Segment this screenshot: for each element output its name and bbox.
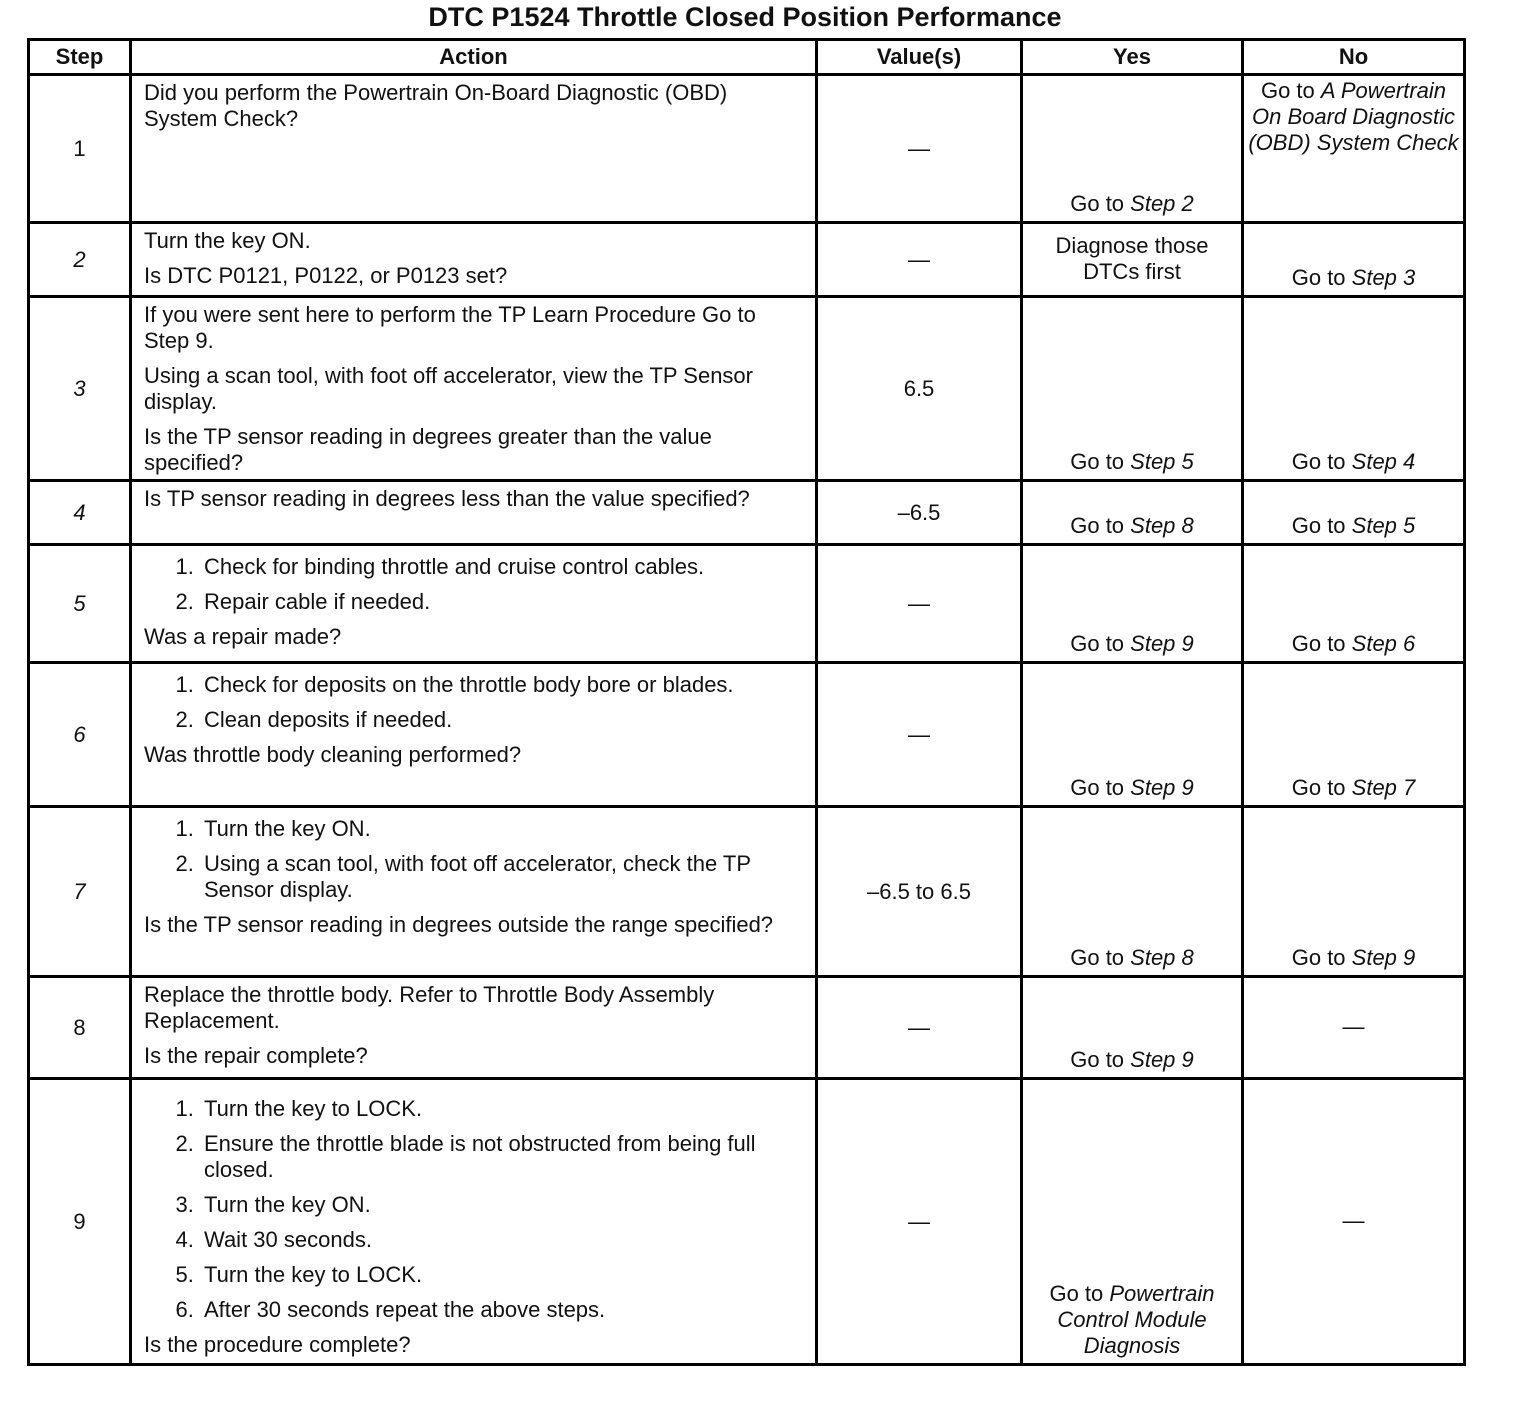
action-cell bbox=[131, 481, 817, 545]
yes-cell bbox=[1022, 481, 1243, 545]
no-link[interactable]: Step 7 bbox=[1351, 775, 1416, 800]
yes-link[interactable]: Step 5 bbox=[1130, 449, 1194, 474]
action-question: Was throttle body cleaning performed? bbox=[144, 742, 522, 767]
yes-cell bbox=[1022, 545, 1243, 663]
value-cell: — bbox=[817, 977, 1022, 1079]
action-cell bbox=[131, 75, 817, 223]
yes-link[interactable]: Step 9 bbox=[1130, 1047, 1194, 1072]
yes-cell bbox=[1022, 1079, 1243, 1365]
yes-cell bbox=[1022, 807, 1243, 977]
action-step: 1. Turn the key ON. bbox=[200, 816, 805, 842]
action-step: 1. Check for binding throttle and cruise control cables. bbox=[200, 554, 805, 580]
yes-prefix: Go to bbox=[1070, 631, 1131, 656]
step-number: 8 bbox=[29, 977, 131, 1079]
action-cell bbox=[131, 663, 817, 807]
action-cell bbox=[131, 297, 817, 481]
yes-prefix: Go to bbox=[1070, 191, 1131, 216]
no-cell: — bbox=[1243, 1079, 1465, 1365]
table-row bbox=[29, 75, 1465, 223]
table-row bbox=[29, 663, 1465, 807]
action-cell bbox=[131, 545, 817, 663]
no-prefix: Go to bbox=[1291, 513, 1352, 538]
value-cell: — bbox=[817, 545, 1022, 663]
yes-prefix: Go to bbox=[1070, 449, 1131, 474]
action-text: Did you perform the Powertrain On-Board Diagnostic (OBD) System Check? bbox=[144, 80, 728, 131]
no-cell bbox=[1243, 663, 1465, 807]
value-cell: — bbox=[817, 223, 1022, 297]
step-number: 1 bbox=[29, 75, 131, 223]
no-cell bbox=[1243, 75, 1465, 223]
yes-link[interactable]: Step 9 bbox=[1130, 631, 1194, 656]
no-link[interactable]: Step 4 bbox=[1351, 449, 1416, 474]
action-cell bbox=[131, 223, 817, 297]
action-step: 3. Turn the key ON. bbox=[200, 1192, 805, 1218]
step-number: 2 bbox=[29, 223, 131, 297]
action-cell bbox=[131, 1079, 817, 1365]
value-cell: — bbox=[817, 75, 1022, 223]
action-step: 5. Turn the key to LOCK. bbox=[200, 1262, 805, 1288]
action-text: Replace the throttle body. Refer to Throttle Body Assembly Replacement. bbox=[144, 982, 715, 1033]
action-cell bbox=[131, 977, 817, 1079]
no-cell: — bbox=[1243, 977, 1465, 1079]
header-action: Action bbox=[131, 40, 817, 75]
action-steps bbox=[144, 1096, 805, 1323]
no-cell bbox=[1243, 807, 1465, 977]
no-prefix: Go to bbox=[1291, 449, 1352, 474]
yes-link[interactable]: Step 8 bbox=[1130, 945, 1194, 970]
no-link[interactable]: Step 6 bbox=[1351, 631, 1416, 656]
action-step: 4. Wait 30 seconds. bbox=[200, 1227, 805, 1253]
no-link[interactable]: Step 9 bbox=[1351, 945, 1416, 970]
no-link[interactable]: Step 5 bbox=[1351, 513, 1416, 538]
header-step: Step bbox=[29, 40, 131, 75]
yes-cell bbox=[1022, 977, 1243, 1079]
yes-link[interactable]: Step 9 bbox=[1130, 775, 1194, 800]
no-prefix: Go to bbox=[1260, 78, 1321, 103]
step-number: 7 bbox=[29, 807, 131, 977]
table-row bbox=[29, 1079, 1465, 1365]
no-cell bbox=[1243, 223, 1465, 297]
page-title: DTC P1524 Throttle Closed Position Performance bbox=[428, 2, 1062, 32]
step-number: 3 bbox=[29, 297, 131, 481]
value-cell: — bbox=[817, 1079, 1022, 1365]
header-no: No bbox=[1243, 40, 1465, 75]
value-cell: –6.5 bbox=[817, 481, 1022, 545]
yes-prefix: Go to bbox=[1070, 1047, 1131, 1072]
step-number: 9 bbox=[29, 1079, 131, 1365]
action-step: 2. Repair cable if needed. bbox=[200, 589, 805, 615]
yes-link[interactable]: Step 2 bbox=[1130, 191, 1194, 216]
yes-cell: Diagnose those DTCs first bbox=[1022, 223, 1243, 297]
yes-cell bbox=[1022, 663, 1243, 807]
step-number: 6 bbox=[29, 663, 131, 807]
action-question: Is the repair complete? bbox=[144, 1043, 368, 1068]
action-text: If you were sent here to perform the TP Learn Procedure Go to Step 9. bbox=[144, 302, 756, 353]
action-text: Turn the key ON. bbox=[144, 228, 311, 253]
action-cell bbox=[131, 807, 817, 977]
no-link[interactable]: Step 3 bbox=[1351, 265, 1416, 290]
table-row bbox=[29, 545, 1465, 663]
action-step: 2. Using a scan tool, with foot off accelerator, check the TP Sensor display. bbox=[200, 851, 805, 903]
yes-prefix: Go to bbox=[1070, 513, 1131, 538]
header-row bbox=[29, 40, 1465, 75]
action-question: Was a repair made? bbox=[144, 624, 342, 649]
header-values: Value(s) bbox=[817, 40, 1022, 75]
no-prefix: Go to bbox=[1291, 775, 1352, 800]
table-row bbox=[29, 297, 1465, 481]
no-prefix: Go to bbox=[1291, 631, 1352, 656]
action-steps bbox=[144, 554, 805, 615]
value-cell: — bbox=[817, 663, 1022, 807]
yes-prefix: Go to bbox=[1049, 1281, 1110, 1306]
action-text: Using a scan tool, with foot off accelerator, view the TP Sensor display. bbox=[144, 363, 753, 414]
no-link[interactable]: A Powertrain On Board Diagnostic (OBD) System Check bbox=[1248, 78, 1459, 155]
action-question: Is the procedure complete? bbox=[144, 1332, 411, 1357]
action-steps bbox=[144, 672, 805, 733]
yes-prefix: Go to bbox=[1070, 945, 1131, 970]
step-number: 5 bbox=[29, 545, 131, 663]
value-cell: –6.5 to 6.5 bbox=[817, 807, 1022, 977]
no-prefix: Go to bbox=[1291, 945, 1352, 970]
yes-cell bbox=[1022, 297, 1243, 481]
no-prefix: Go to bbox=[1291, 265, 1352, 290]
action-steps bbox=[144, 816, 805, 903]
no-cell bbox=[1243, 545, 1465, 663]
action-question: Is the TP sensor reading in degrees greater than the value specified? bbox=[144, 424, 712, 475]
table-row bbox=[29, 223, 1465, 297]
diagnostic-table bbox=[27, 38, 1466, 1366]
action-step: 2. Clean deposits if needed. bbox=[200, 707, 805, 733]
yes-link[interactable]: Step 8 bbox=[1130, 513, 1194, 538]
action-question: Is DTC P0121, P0122, or P0123 set? bbox=[144, 263, 508, 288]
value-cell: 6.5 bbox=[817, 297, 1022, 481]
step-number: 4 bbox=[29, 481, 131, 545]
action-question: Is TP sensor reading in degrees less than the value specified? bbox=[144, 486, 750, 511]
table-row bbox=[29, 481, 1465, 545]
action-step: 1. Turn the key to LOCK. bbox=[200, 1096, 805, 1122]
header-yes: Yes bbox=[1022, 40, 1243, 75]
yes-prefix: Go to bbox=[1070, 775, 1131, 800]
table-row bbox=[29, 807, 1465, 977]
action-step: 1. Check for deposits on the throttle body bore or blades. bbox=[200, 672, 805, 698]
action-question: Is the TP sensor reading in degrees outside the range specified? bbox=[144, 912, 774, 937]
yes-cell bbox=[1022, 75, 1243, 223]
no-cell bbox=[1243, 481, 1465, 545]
action-step: 6. After 30 seconds repeat the above steps. bbox=[200, 1297, 805, 1323]
no-cell bbox=[1243, 297, 1465, 481]
yes-link[interactable]: Powertrain Control Module Diagnosis bbox=[1057, 1281, 1215, 1358]
action-step: 2. Ensure the throttle blade is not obstructed from being full closed. bbox=[200, 1131, 805, 1183]
table-row bbox=[29, 977, 1465, 1079]
